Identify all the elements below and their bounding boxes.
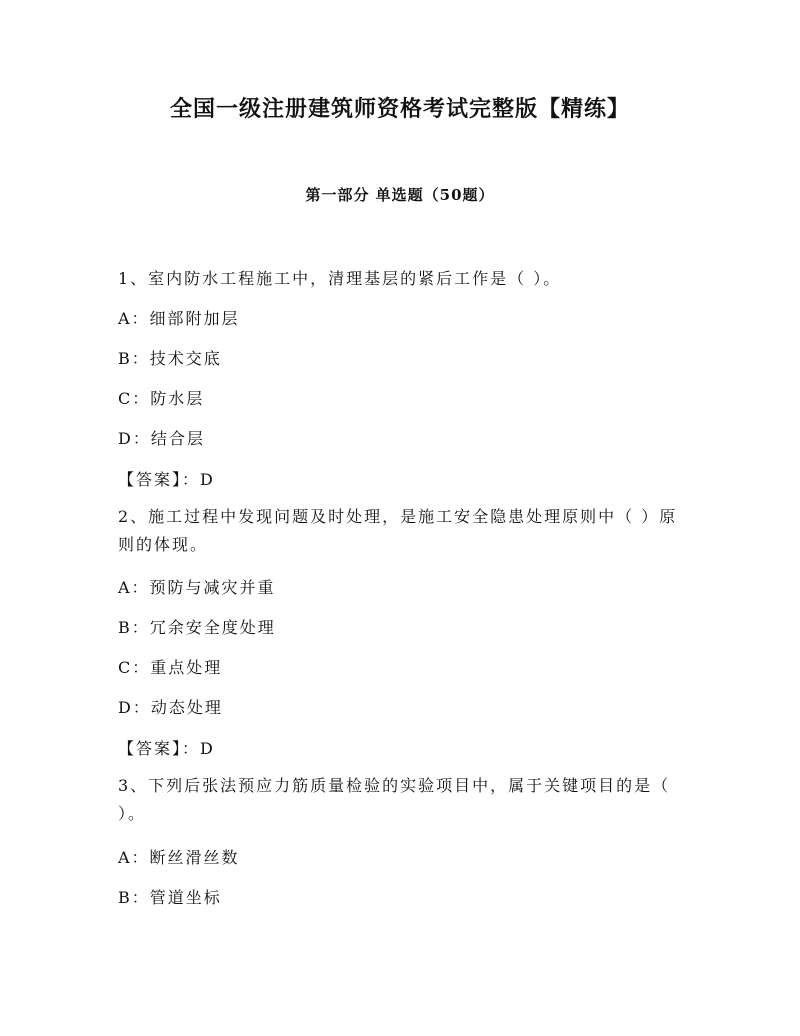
question-1-option-c: C：防水层 xyxy=(118,389,205,408)
question-3-option-b: B：管道坐标 xyxy=(118,888,222,907)
section-title: 第一部分 单选题（50题） xyxy=(305,186,495,204)
question-2-option-c: C：重点处理 xyxy=(118,658,223,677)
question-3-text: 3、下列后张法预应力筋质量检验的实验项目中，属于关键项目的是（ ）。 xyxy=(118,776,671,823)
question-2-option-b: B：冗余安全度处理 xyxy=(118,618,276,637)
question-1-option-a: A：细部附加层 xyxy=(118,309,240,328)
document-title: 全国一级注册建筑师资格考试完整版【精练】 xyxy=(169,96,630,122)
question-2-option-d: D：动态处理 xyxy=(118,698,223,717)
question-2-text: 2、施工过程中发现问题及时处理，是施工安全隐患处理原则中（ ）原则的体现。 xyxy=(118,507,678,554)
question-1-option-d: D：结合层 xyxy=(118,429,205,448)
question-1-option-b: B：技术交底 xyxy=(118,349,222,368)
question-2-answer: 【答案】：D xyxy=(118,739,215,758)
question-1-text: 1、室内防水工程施工中，清理基层的紧后工作是（ ）。 xyxy=(118,269,562,288)
question-2-option-a: A：预防与减灾并重 xyxy=(118,578,276,597)
question-1-answer: 【答案】：D xyxy=(118,470,215,489)
question-3-option-a: A：断丝滑丝数 xyxy=(118,848,240,867)
